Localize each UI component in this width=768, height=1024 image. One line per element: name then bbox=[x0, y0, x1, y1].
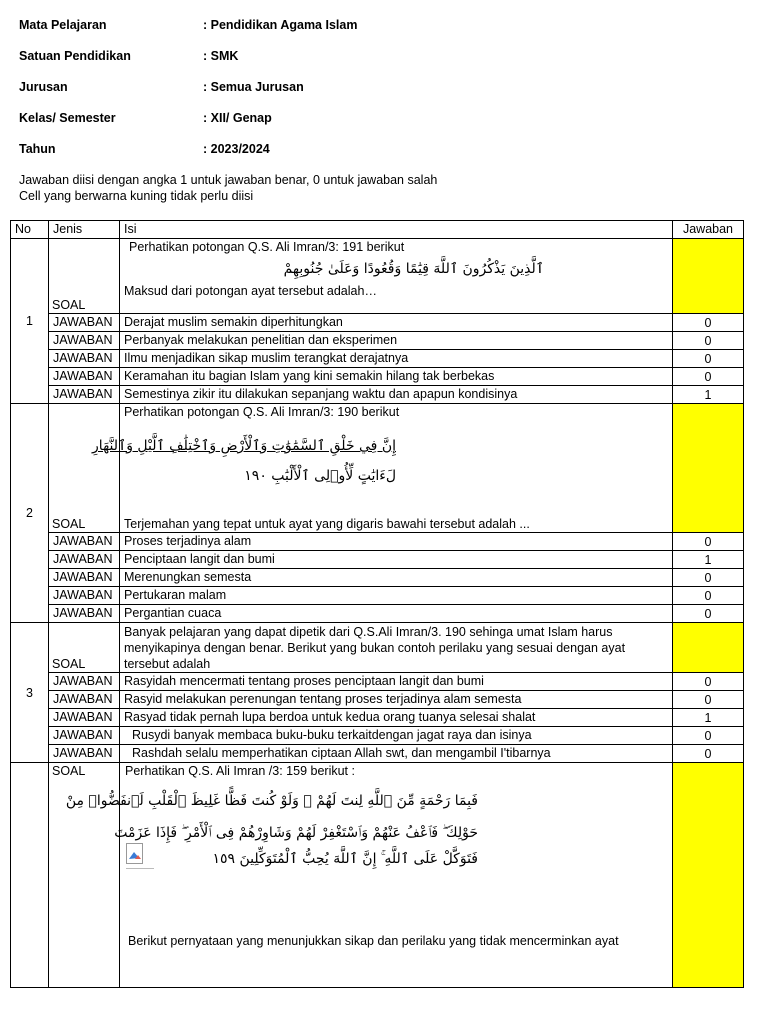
answer-label: JAWABAN bbox=[49, 605, 120, 623]
broken-image-icon bbox=[126, 843, 154, 869]
header-jenis: Jenis bbox=[49, 221, 120, 239]
answer-row bbox=[11, 533, 744, 551]
document-metadata bbox=[19, 12, 739, 167]
question-row bbox=[11, 623, 744, 673]
meta-label: Kelas/ Semester bbox=[19, 111, 116, 125]
answer-text: Pertukaran malam bbox=[120, 587, 673, 605]
question-intro: Perhatikan potongan Q.S. Ali Imran/3: 191 berikut bbox=[129, 240, 405, 254]
question-table bbox=[10, 220, 744, 988]
soal-label: SOAL bbox=[49, 623, 120, 673]
answer-row bbox=[11, 551, 744, 569]
meta-row-subject bbox=[19, 12, 739, 43]
answer-cell-disabled bbox=[673, 239, 744, 314]
question-row bbox=[11, 763, 744, 988]
answer-label: JAWABAN bbox=[49, 727, 120, 745]
question-row bbox=[11, 239, 744, 314]
answer-text: Rasyad tidak pernah lupa berdoa untuk kedua orang tuanya selesai shalat bbox=[120, 709, 673, 727]
answer-text: Keramahan itu bagian Islam yang kini semakin hilang tak berbekas bbox=[120, 368, 673, 386]
answer-label: JAWABAN bbox=[49, 587, 120, 605]
answer-value[interactable]: 0 bbox=[673, 569, 744, 587]
answer-row bbox=[11, 569, 744, 587]
answer-label: JAWABAN bbox=[49, 569, 120, 587]
answer-row bbox=[11, 386, 744, 404]
answer-row bbox=[11, 350, 744, 368]
instructions bbox=[19, 172, 437, 204]
answer-row bbox=[11, 332, 744, 350]
meta-label: Satuan Pendidikan bbox=[19, 49, 131, 63]
header-jawaban: Jawaban bbox=[673, 221, 744, 239]
header-isi: Isi bbox=[120, 221, 673, 239]
meta-label: Tahun bbox=[19, 142, 56, 156]
question-intro: Banyak pelajaran yang dapat dipetik dari Q.S.Ali Imran/3. 190 sehinga umat Islam harus menyikapinya dengan benar. Berikut yang bukan contoh perilaku yang sesuai dengan ayat tersebut adalah bbox=[124, 625, 626, 671]
meta-value: : XII/ Genap bbox=[203, 111, 272, 125]
table-header-row bbox=[11, 221, 744, 239]
arabic-verse: ٱلَّذِينَ يَذْكُرُونَ ٱللَّهَ قِيَٰمًا وَقُعُودًا وَعَلَىٰ جُنُوبِهِمْ bbox=[283, 261, 544, 277]
answer-text: Proses terjadinya alam bbox=[120, 533, 673, 551]
question-number: 1 bbox=[11, 239, 49, 404]
answer-row bbox=[11, 368, 744, 386]
meta-label: Jurusan bbox=[19, 80, 68, 94]
question-content bbox=[92, 404, 673, 533]
answer-cell-disabled bbox=[673, 763, 744, 988]
question-intro: Perhatikan Q.S. Ali Imran /3: 159 berikut : bbox=[125, 764, 355, 778]
answer-text: Penciptaan langit dan bumi bbox=[120, 551, 673, 569]
answer-cell-disabled bbox=[673, 404, 744, 533]
answer-label: JAWABAN bbox=[49, 314, 120, 332]
answer-text: Ilmu menjadikan sikap muslim terangkat derajatnya bbox=[120, 350, 673, 368]
answer-row bbox=[11, 727, 744, 745]
answer-label: JAWABAN bbox=[49, 350, 120, 368]
answer-value[interactable]: 0 bbox=[673, 314, 744, 332]
question-intro: Perhatikan potongan Q.S. Ali Imran/3: 190 berikut bbox=[124, 405, 400, 419]
answer-row bbox=[11, 691, 744, 709]
question-prompt: Berikut pernyataan yang menunjukkan sikap dan perilaku yang tidak mencerminkan ayat bbox=[128, 934, 619, 948]
answer-value[interactable]: 0 bbox=[673, 673, 744, 691]
question-prompt: Maksud dari potongan ayat tersebut adalah… bbox=[124, 284, 377, 298]
arabic-verse: لَءَايَٰتٍ لِّأُو۟لِى ٱلْأَلْبَٰبِ ١٩٠ bbox=[244, 468, 396, 484]
answer-label: JAWABAN bbox=[49, 551, 120, 569]
answer-value[interactable]: 0 bbox=[673, 587, 744, 605]
meta-value: : Semua Jurusan bbox=[203, 80, 304, 94]
answer-value[interactable]: 0 bbox=[673, 368, 744, 386]
answer-text: Semestinya zikir itu dilakukan sepanjang waktu dan apapun kondisinya bbox=[120, 386, 673, 404]
meta-value: : 2023/2024 bbox=[203, 142, 270, 156]
question-row bbox=[11, 404, 744, 533]
question-number: 2 bbox=[11, 404, 49, 623]
arabic-verse: فَتَوَكَّلْ عَلَى ٱللَّهِ ۚ إِنَّ ٱللَّهَ يُحِبُّ ٱلْمُتَوَكِّلِينَ ١٥٩ bbox=[212, 851, 478, 867]
meta-row-year bbox=[19, 136, 739, 167]
meta-label: Mata Pelajaran bbox=[19, 18, 107, 32]
answer-text: Perbanyak melakukan penelitian dan eksperimen bbox=[120, 332, 673, 350]
answer-value[interactable]: 0 bbox=[673, 533, 744, 551]
answer-cell-disabled bbox=[673, 623, 744, 673]
answer-row bbox=[11, 314, 744, 332]
question-number bbox=[11, 763, 49, 988]
answer-value[interactable]: 0 bbox=[673, 605, 744, 623]
answer-label: JAWABAN bbox=[49, 533, 120, 551]
answer-value[interactable]: 0 bbox=[673, 691, 744, 709]
question-number: 3 bbox=[11, 623, 49, 763]
question-content bbox=[120, 239, 673, 314]
meta-value: : SMK bbox=[203, 49, 239, 63]
soal-label: SOAL bbox=[49, 404, 120, 533]
answer-value[interactable]: 0 bbox=[673, 727, 744, 745]
answer-value[interactable]: 0 bbox=[673, 745, 744, 763]
answer-text: Rashdah selalu memperhatikan ciptaan Allah swt, dan mengambil I'tibarnya bbox=[120, 745, 673, 763]
answer-label: JAWABAN bbox=[49, 709, 120, 727]
answer-label: JAWABAN bbox=[49, 745, 120, 763]
answer-text: Rusydi banyak membaca buku-buku terkaitdengan jagat raya dan isinya bbox=[120, 727, 673, 745]
answer-value[interactable]: 1 bbox=[673, 709, 744, 727]
question-content bbox=[120, 623, 673, 673]
soal-label: SOAL bbox=[49, 763, 120, 988]
soal-label: SOAL bbox=[49, 239, 120, 314]
meta-row-major bbox=[19, 74, 739, 105]
answer-text: Pergantian cuaca bbox=[120, 605, 673, 623]
answer-label: JAWABAN bbox=[49, 691, 120, 709]
answer-row bbox=[11, 605, 744, 623]
answer-row bbox=[11, 587, 744, 605]
answer-row bbox=[11, 673, 744, 691]
header-no: No bbox=[11, 221, 49, 239]
answer-text: Merenungkan semesta bbox=[120, 569, 673, 587]
arabic-verse: إِنَّ فِي خَلْقِ ٱلسَّمَٰوَٰتِ وَٱلْأَرْضِ وَٱخْتِلَٰفِ ٱلَّيْلِ وَٱلنَّهَارِ bbox=[92, 438, 396, 454]
answer-text: Rasyidah mencermati tentang proses penciptaan langit dan bumi bbox=[120, 673, 673, 691]
answer-label: JAWABAN bbox=[49, 386, 120, 404]
instruction-line: Cell yang berwarna kuning tidak perlu diisi bbox=[19, 189, 254, 203]
meta-row-school bbox=[19, 43, 739, 74]
answer-row bbox=[11, 709, 744, 727]
answer-text: Derajat muslim semakin diperhitungkan bbox=[120, 314, 673, 332]
answer-label: JAWABAN bbox=[49, 673, 120, 691]
answer-value[interactable]: 0 bbox=[673, 350, 744, 368]
meta-value: : Pendidikan Agama Islam bbox=[203, 18, 358, 32]
answer-label: JAWABAN bbox=[49, 368, 120, 386]
question-prompt: Terjemahan yang tepat untuk ayat yang digaris bawahi tersebut adalah ... bbox=[124, 517, 530, 531]
arabic-verse: حَوْلِكَ ۖ فَٱعْفُ عَنْهُمْ وَٱسْتَغْفِرْ لَهُمْ وَشَاوِرْهُمْ فِى ٱلْأَمْرِ ۖ فَإِذَا عَزَمْتَ bbox=[114, 825, 478, 841]
answer-row bbox=[11, 745, 744, 763]
answer-value[interactable]: 1 bbox=[673, 386, 744, 404]
arabic-verse: فَبِمَا رَحْمَةٍ مِّنَ ٱللَّهِ لِنتَ لَهُمْ ۖ وَلَوْ كُنتَ فَظًّا غَلِيظَ ٱلْقَلْبِ لَٱنفَضُّوا۟ مِنْ bbox=[65, 793, 478, 809]
answer-value[interactable]: 0 bbox=[673, 332, 744, 350]
instruction-line: Jawaban diisi dengan angka 1 untuk jawaban benar, 0 untuk jawaban salah bbox=[19, 173, 438, 187]
answer-label: JAWABAN bbox=[49, 332, 120, 350]
answer-value[interactable]: 1 bbox=[673, 551, 744, 569]
answer-text: Rasyid melakukan perenungan tentang proses terjadinya alam semesta bbox=[120, 691, 673, 709]
meta-row-class bbox=[19, 105, 739, 136]
